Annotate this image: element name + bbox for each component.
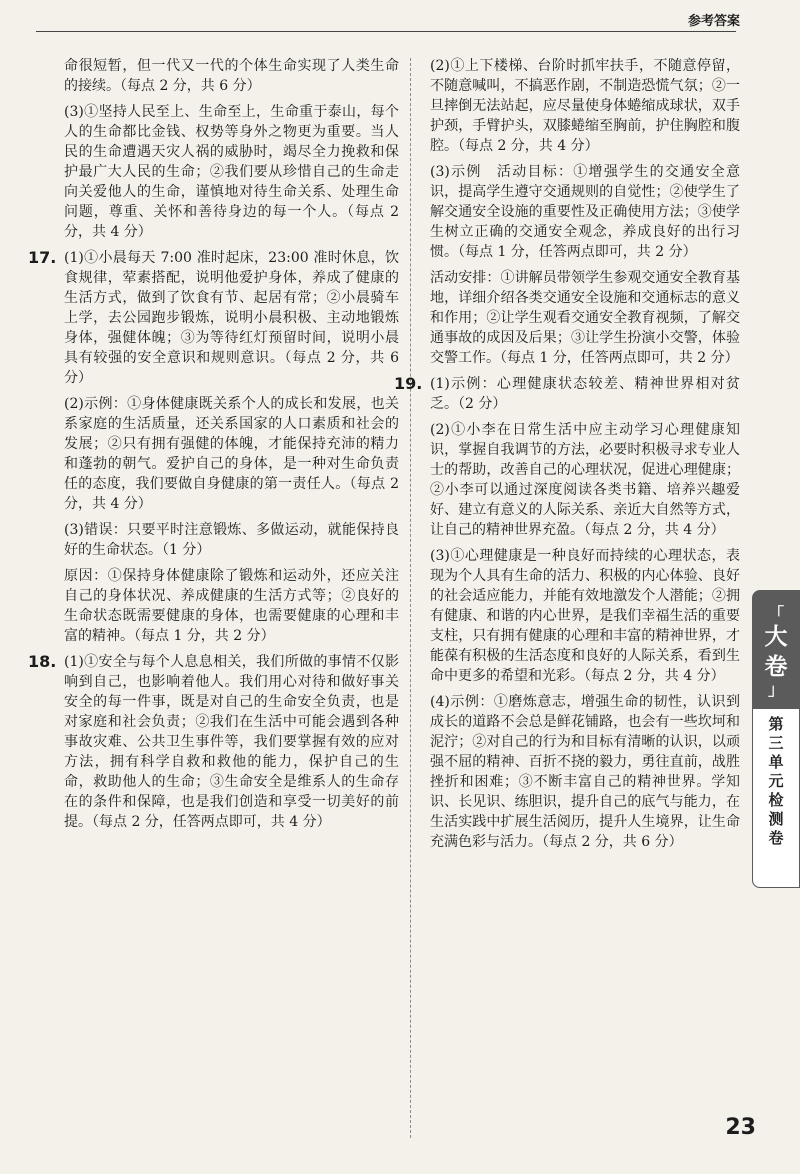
question-19 (394, 374, 740, 852)
answer-paragraph: (2)①上下楼梯、台阶时抓牢扶手，不随意停留，不随意喊叫，不搞恶作剧，不制造恐慌气氛；②一旦摔倒无法站起，应尽量使身体蜷缩成球状，双手护颈，手臂护头，双膝蜷缩至胸前，护住胸腔和腹腔。（每点 2 分，共 4 分） (430, 58, 740, 154)
answer-paragraph: (4)示例：①磨炼意志，增强生命的韧性，认识到成长的道路不会总是鲜花铺路，也会有一些坎坷和泥泞；②对自己的行为和目标有清晰的认识，以顽强不屈的精神、百折不挠的毅力，勇往直前，战胜挫折和困难；③不断丰富自己的精神世界。学知识、长见识、练胆识，提升自己的底气与能力，在生活实践中扩展生活阅历，提升人生境界，让生命充满色彩与活力。（每点 2 分，共 6 分） (430, 694, 740, 850)
answer-paragraph: (3)示例 活动目标：①增强学生的交通安全意识，提高学生遵守交通规则的自觉性；②使学生了解交通安全设施的重要性及正确使用方法；③使学生树立正确的交通安全观念，养成良好的出行习惯。（每点 1 分，任答两点即可，共 2 分） (430, 164, 740, 260)
right-column (394, 56, 740, 858)
answer-paragraph: (1)①安全与每个人息息相关，我们所做的事情不仅影响到自己，也影响着他人。我们用心对待和做好事关安全的每一件事，既是对自己的生命安全负责，也是对家庭和社会负责；②我们在生活中可能会遇到各种事故灾难、公共卫生事件等，我们要掌握有效的应对方法，拥有科学自救和救他的能力，保护自己的生命，救助他人的生命；③生命安全是维系人的生命存在的条件和保障，也是我们创造和享受一切美好的前提。（每点 2 分，任答两点即可，共 4 分） (64, 654, 399, 830)
side-tab-char: 卷 (764, 654, 788, 680)
side-tab-char: 大 (764, 624, 788, 650)
answer-paragraph: (2)示例：①身体健康既关系个人的成长和发展，也关系家庭的生活质量，还关系国家的人口素质和社会的发展；②只有拥有强健的体魄，才能保持充沛的精力和蓬勃的朝气。爱护自己的身体，是一种对生命负责任的态度，我们要做自身健康的第一责任人。（每点 2 分，共 4 分） (64, 396, 404, 512)
answer-paragraph: (3)①心理健康是一种良好而持续的心理状态，表现为个人具有生命的活力、积极的内心体验、良好的社会适应能力，并能有效地激发个人潜能；②拥有健康、和谐的内心世界，是我们幸福生活的重要支柱，只有拥有健康的心理和丰富的精神世界，才能葆有积极的生活态度和良好的人际关系，看到生命中更多的希望和光彩。（每点 2 分，共 4 分） (430, 548, 740, 684)
answer-paragraph: (1)示例：心理健康状态较差、精神世界相对贫乏。（2 分） (430, 376, 740, 412)
side-tab-unit-char: 卷 (768, 829, 784, 847)
question-17 (28, 248, 404, 646)
side-tab-title (765, 606, 788, 698)
side-tab-unit-char: 第 (768, 715, 784, 733)
answer-paragraph: (2)①小李在日常生活中应主动学习心理健康知识，掌握自我调节的方法，必要时积极寻求专业人士的帮助，改善自己的心理状况，促进心理健康；②小李可以通过深度阅读各类书籍、培养兴趣爱好、建立有意义的人际关系、亲近大自然等方式，让自己的精神世界充盈。（每点 2 分，共 4 分） (430, 422, 740, 538)
left-column (28, 56, 404, 838)
answer-paragraph: (3)①坚持人民至上、生命至上，生命重于泰山，每个人的生命都比金钱、权势等身外之物更为重要。当人民的生命遭遇天灾人祸的威胁时，竭尽全力挽救和保护最广大人民的生命；②我们要从珍惜自己的生命走向关爱他人的生命，谨慎地对待生命关系、处理生命问题，尊重、关怀和善待身边的每一个人。（每点 2 分，共 4 分） (64, 104, 404, 240)
column-divider (410, 58, 411, 1138)
side-tab-unit-char: 测 (768, 810, 784, 828)
question-number: 17. (28, 248, 57, 267)
side-tab-unit-char: 检 (768, 791, 784, 809)
question-number: 19. (394, 374, 423, 393)
side-section-tab (752, 590, 800, 888)
answer-paragraph: 活动安排：①讲解员带领学生参观交通安全教育基地，详细介绍各类交通安全设施和交通标志的意义和作用；②让学生观看交通安全教育视频，了解交通事故的成因及后果；③让学生扮演小交警，体验交警工作。（每点 1 分，任答两点即可，共 2 分） (430, 270, 740, 366)
question-18 (28, 652, 399, 832)
side-tab-unit-char: 元 (768, 772, 784, 790)
side-tab-unit-char: 单 (768, 753, 784, 771)
page-number: 23 (725, 1115, 756, 1140)
answer-paragraph: (1)①小晨每天 7:00 准时起床，23:00 准时休息，饮食规律，荤素搭配，说明他爱护身体，养成了健康的生活方式，做到了饮食有节、起居有常；②小晨骑车上学，去公园跑步锻炼，说明小晨积极、主动地锻炼身体，强健体魄；③为等待红灯预留时间，说明小晨具有较强的安全意识和规则意识。（每点 2 分，共 6 分） (64, 250, 404, 386)
answer-paragraph: 原因：①保持身体健康除了锻炼和运动外，还应关注自己的身体状况、养成健康的生活方式等；②良好的生命状态既需要健康的身体，也需要健康的心理和丰富的精神。（每点 1 分，共 2 分） (64, 568, 399, 644)
side-tab-unit-label (752, 708, 800, 888)
side-tab-bracket-open: 「 (767, 604, 784, 623)
question-number: 18. (28, 652, 57, 671)
answer-paragraph: 命很短暂，但一代又一代的个体生命实现了人类生命的接续。（每点 2 分，共 6 分） (64, 58, 399, 94)
side-tab-bracket-close: 」 (767, 680, 784, 699)
header-rule (36, 31, 736, 32)
side-tab-unit-char: 三 (768, 734, 784, 752)
header-answer-label: 参考答案 (687, 14, 740, 29)
answer-paragraph: (3)错误：只要平时注意锻炼、多做运动，就能保持良好的生命状态。（1 分） (64, 522, 399, 558)
